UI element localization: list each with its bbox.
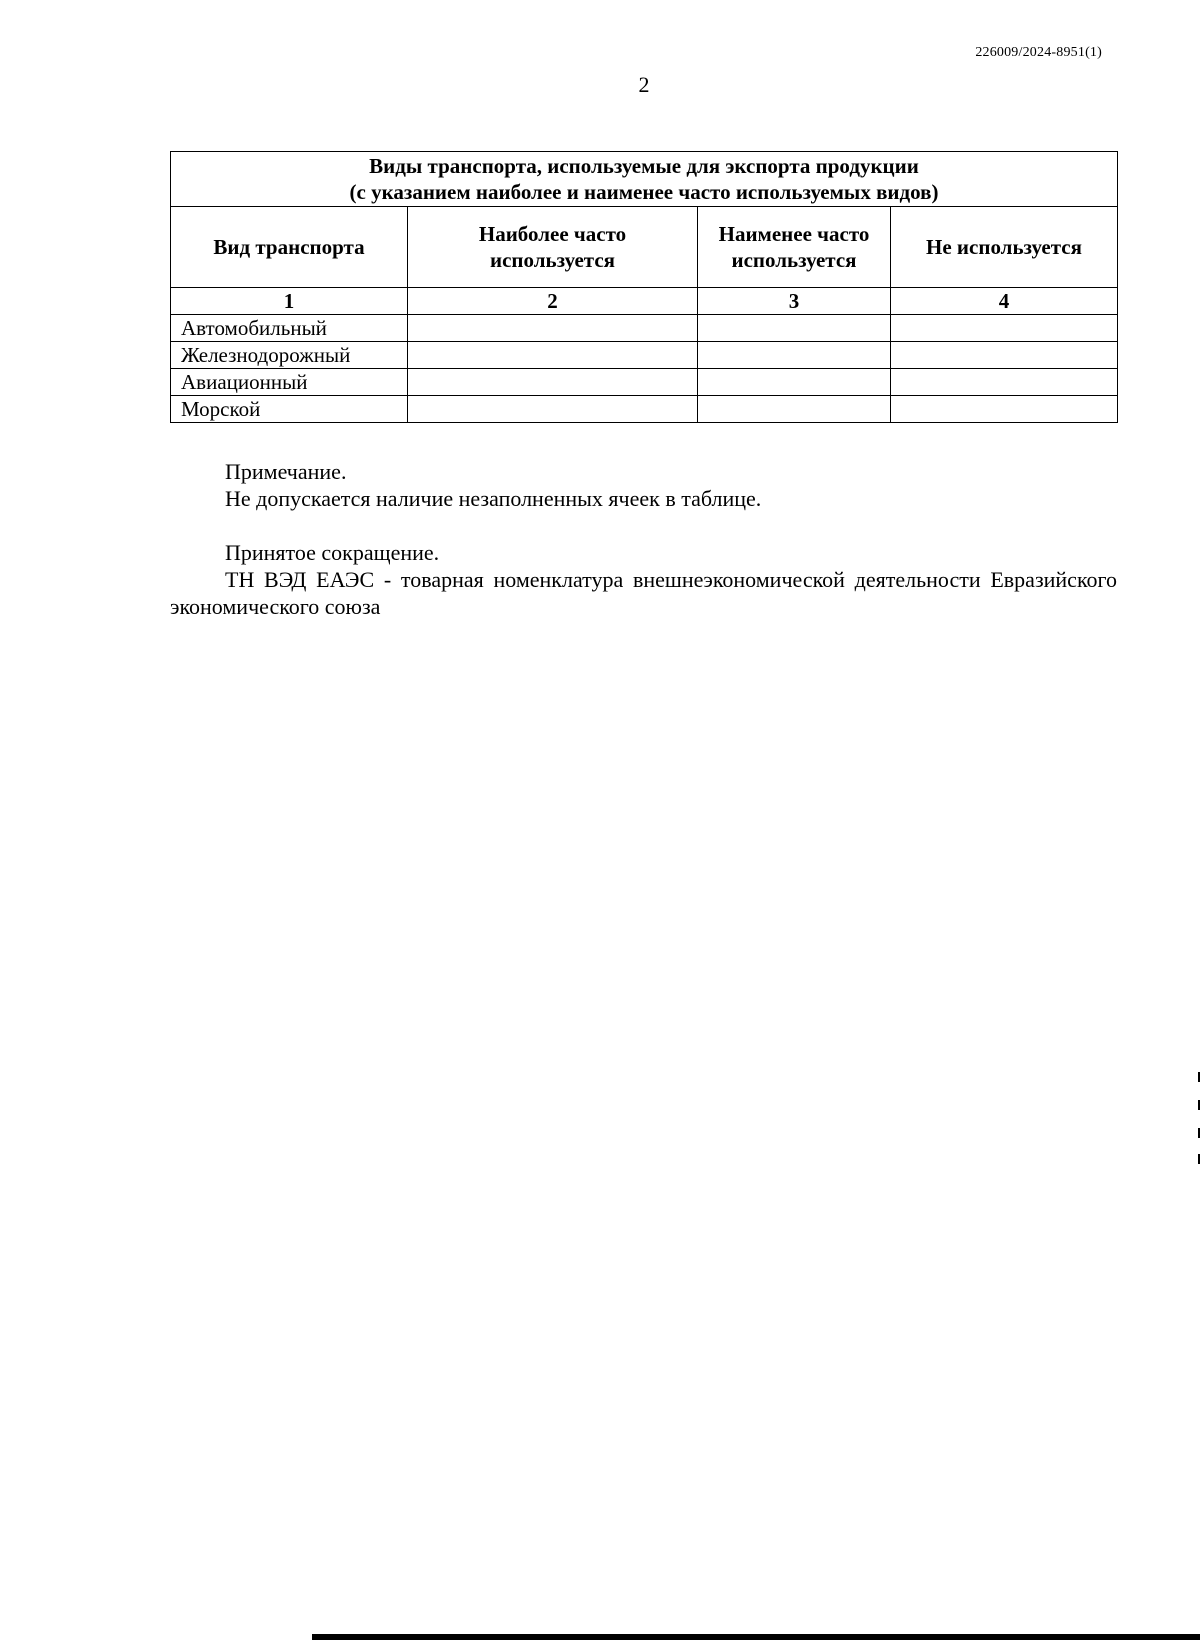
table-cell [891, 315, 1118, 342]
table-header-row [171, 207, 1118, 288]
table-cell [698, 396, 891, 423]
note-text: Не допускается наличие незаполненных ячеек в таблице. [225, 486, 762, 511]
table-cell [408, 342, 698, 369]
table-row [171, 369, 1118, 396]
table-cell [698, 315, 891, 342]
scan-edge-line [312, 1634, 1200, 1640]
row-label-railway: Железнодорожный [171, 342, 408, 369]
page-number: 2 [638, 72, 650, 97]
table-row [171, 396, 1118, 423]
table-cell [891, 369, 1118, 396]
abbreviation-text: ТН ВЭД ЕАЭС - товарная номенклатура внешнеэкономической деятельности Евразийского экономического союза [170, 567, 1117, 619]
spacer [170, 512, 1117, 539]
table-caption [171, 152, 1118, 207]
table-caption-line-1: Виды транспорта, используемые для экспорта продукции [369, 154, 919, 178]
table-cell [408, 369, 698, 396]
column-header-least-used: Наименее часто используется [698, 207, 891, 288]
table-cell [408, 396, 698, 423]
abbreviation-title: Принятое сокращение. [225, 540, 440, 565]
note-title: Примечание. [225, 459, 347, 484]
row-label-maritime: Морской [171, 396, 408, 423]
table-cell [698, 369, 891, 396]
table-row [171, 315, 1118, 342]
table-caption-line-2: (с указанием наиболее и наименее часто используемых видов) [349, 180, 939, 204]
column-header-most-used: Наиболее часто используется [408, 207, 698, 288]
column-header-transport-type: Вид транспорта [171, 207, 408, 288]
column-header-not-used: Не используется [891, 207, 1118, 288]
row-label-automobile: Автомобильный [171, 315, 408, 342]
column-number-2: 2 [408, 288, 698, 315]
transport-types-table [170, 151, 1118, 423]
table-cell [698, 342, 891, 369]
table-cell [891, 342, 1118, 369]
column-number-4: 4 [891, 288, 1118, 315]
column-number-1: 1 [171, 288, 408, 315]
table-column-numbers-row [171, 288, 1118, 315]
table-row [171, 342, 1118, 369]
document-registration-number: 226009/2024-8951(1) [975, 45, 1102, 60]
table-caption-row [171, 152, 1118, 207]
column-number-3: 3 [698, 288, 891, 315]
row-label-aviation: Авиационный [171, 369, 408, 396]
notes-section [170, 458, 1117, 620]
table-cell [408, 315, 698, 342]
table-cell [891, 396, 1118, 423]
